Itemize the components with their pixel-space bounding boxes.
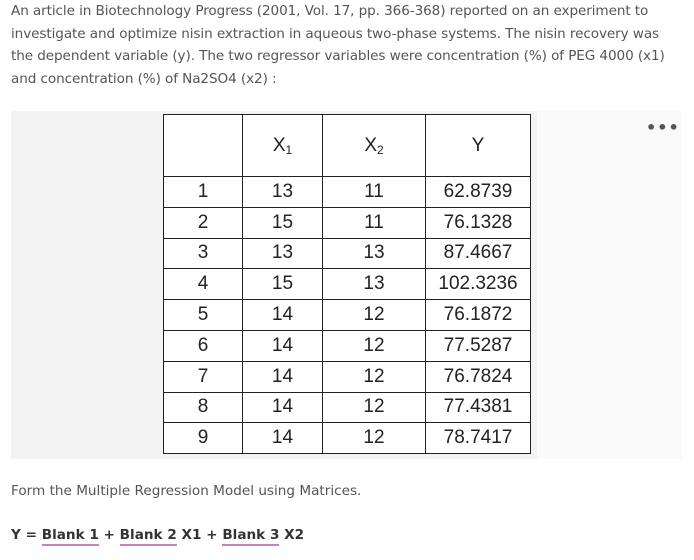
cell-x1: 13	[243, 238, 323, 269]
cell-x1: 14	[243, 392, 323, 423]
cell-y: 62.8739	[426, 177, 531, 208]
cell-x2: 12	[323, 361, 426, 392]
table-row	[164, 361, 531, 392]
cell-index: 2	[164, 207, 243, 238]
cell-y: 77.5287	[426, 330, 531, 361]
cell-y: 102.3236	[426, 269, 531, 300]
cell-index: 6	[164, 330, 243, 361]
cell-x2: 12	[323, 300, 426, 331]
formula-lhs: Y =	[11, 527, 42, 543]
table-row	[164, 269, 531, 300]
formula-x2-term: X2	[279, 527, 305, 543]
header-x1: $X_1$	[243, 115, 323, 177]
cell-x2: 11	[323, 177, 426, 208]
cell-x2: 13	[323, 269, 426, 300]
cell-x2: 12	[323, 392, 426, 423]
table-row	[164, 330, 531, 361]
table-row	[164, 177, 531, 208]
blank-3-input[interactable]: Blank 3	[222, 527, 279, 546]
table-header-row	[164, 115, 531, 177]
formula-plus: +	[98, 527, 120, 543]
cell-index: 3	[164, 238, 243, 269]
table-row	[164, 300, 531, 331]
cell-x2: 13	[323, 238, 426, 269]
table-row	[164, 392, 531, 423]
cell-x1: 15	[243, 269, 323, 300]
blank-1-input[interactable]: Blank 1	[42, 527, 99, 546]
table-row	[164, 423, 531, 454]
cell-x1: 14	[243, 300, 323, 331]
cell-y: 77.4381	[426, 392, 531, 423]
cell-x2: 12	[323, 423, 426, 454]
header-y: Y	[426, 115, 531, 177]
blank-2-input[interactable]: Blank 2	[120, 527, 177, 546]
cell-index: 9	[164, 423, 243, 454]
cell-x1: 15	[243, 207, 323, 238]
question-prompt: Form the Multiple Regression Model using Matrices.	[11, 483, 362, 499]
cell-index: 5	[164, 300, 243, 331]
more-horizontal-icon[interactable]: •••	[646, 118, 680, 137]
cell-x1: 14	[243, 361, 323, 392]
cell-x1: 13	[243, 177, 323, 208]
header-index	[164, 115, 243, 177]
cell-y: 76.7824	[426, 361, 531, 392]
cell-y: 76.1328	[426, 207, 531, 238]
table-container	[11, 111, 682, 459]
cell-index: 1	[164, 177, 243, 208]
regression-formula	[11, 527, 304, 546]
cell-y: 78.7417	[426, 423, 531, 454]
cell-x2: 11	[323, 207, 426, 238]
cell-x2: 12	[323, 330, 426, 361]
formula-x1-term: X1 +	[176, 527, 223, 543]
data-table	[163, 114, 531, 454]
header-x2: $X_2$	[323, 115, 426, 177]
cell-y: 76.1872	[426, 300, 531, 331]
table-row	[164, 207, 531, 238]
question-intro-text: An article in Biotechnology Progress (2001, Vol. 17, pp. 366-368) reported on an experiment to investigate and optimize nisin extraction in aqueous two-phase systems. The nisin recovery was the dependent variable (y). The two regressor variables were concentration (%) of PEG 4000 (x1) and concentration (%) of Na2SO4 (x2) :	[11, 3, 665, 87]
table-row	[164, 238, 531, 269]
cell-x1: 14	[243, 423, 323, 454]
cell-index: 8	[164, 392, 243, 423]
cell-x1: 14	[243, 330, 323, 361]
cell-index: 7	[164, 361, 243, 392]
cell-index: 4	[164, 269, 243, 300]
table-container-edge	[537, 111, 682, 459]
cell-y: 87.4667	[426, 238, 531, 269]
